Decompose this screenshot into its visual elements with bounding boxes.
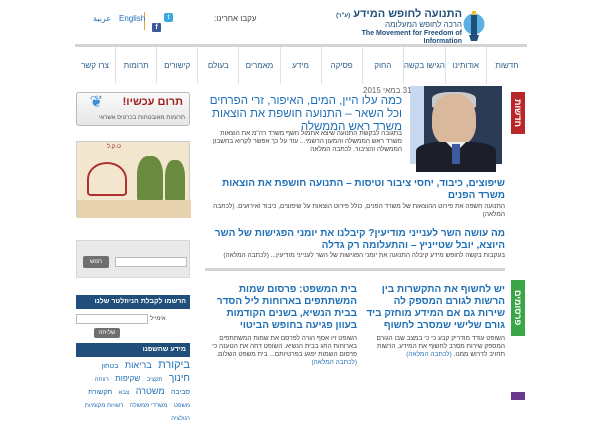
article-date: 31 במאי 2015: [363, 86, 412, 95]
article-headline-intelligence-minister[interactable]: מה עושה השר לענייני מודיעין? קיבלנו את יומני הפגישות של השר היוצא, יובל שטייניץ – והתעלומה רק גדלה: [214, 228, 505, 251]
nav-item-info[interactable]: מידע: [280, 47, 321, 84]
tag-link[interactable]: רשויות מקומיות: [84, 403, 124, 409]
news-section-tab: חדשות: [511, 92, 525, 134]
ruling-headline-right[interactable]: יש לחשוף את התקשרות בין הרשות לגורם המספק לה שירות גם אם המידע מוחזק ביד גורם שלישי שמסרב לחשוף: [366, 284, 505, 331]
ruling-card-right: [365, 284, 505, 359]
tag-link[interactable]: משפט: [173, 403, 190, 409]
nav-item-news[interactable]: חדשות: [486, 47, 527, 84]
tag-link[interactable]: בטחון: [101, 363, 119, 370]
article-body-pm-expenses: בתגובה לבקשת התנועה שיצא אתמול חשף משרד רה"מ את הוצאות משרד ראש הממשלה והמעון הרשמי... עוד על כך אפשר לקרוא בחשבון הממשלה והציבור. לכתבה המלאה: [213, 130, 402, 153]
section-divider: [205, 268, 505, 271]
read-more-link-left[interactable]: (לכתבה המלאה): [311, 359, 357, 366]
lighthouse-logo-icon[interactable]: [463, 5, 485, 43]
tag-link[interactable]: שקיפות: [115, 374, 141, 383]
tag-link[interactable]: צבא: [118, 390, 130, 396]
tag-link[interactable]: משרדי ממשלה: [129, 403, 168, 409]
nav-item-links[interactable]: קישורים: [156, 47, 197, 84]
tag-link[interactable]: ביקורת: [158, 359, 190, 371]
donate-button[interactable]: [76, 92, 190, 126]
read-more-link-right[interactable]: (לכתבה המלאה): [406, 351, 452, 358]
language-english-link[interactable]: English: [119, 14, 146, 23]
newsletter-email-field[interactable]: [76, 314, 148, 324]
tag-cloud: [76, 359, 190, 424]
butterfly-icon: ❦: [89, 94, 103, 111]
ruling-card-left: [205, 284, 357, 367]
donate-subtitle: תרומות מאובטחות בכרטיס אשראי: [98, 115, 185, 121]
language-arabic-link[interactable]: عربية: [93, 14, 112, 23]
nav-item-rulings[interactable]: פסיקה: [321, 47, 362, 84]
facebook-icon[interactable]: f: [152, 23, 161, 32]
search-input[interactable]: [115, 257, 187, 267]
article-body-interior-ministry: התנועה חשפה את פירוט ההוצאות של משרד הפנים, כולל פירוט הוצאות על שיפוצים, כיבוד ואירועים. (לכתבה המלאה): [213, 203, 505, 218]
tag-link[interactable]: בריאות: [124, 360, 152, 370]
main-navigation: [75, 44, 527, 84]
tag-link[interactable]: תקציב: [146, 377, 163, 383]
search-button[interactable]: חפש: [83, 256, 109, 268]
newsletter-title: הרשמו לקבלת הניוזלטר שלנו: [76, 295, 190, 309]
follow-us-label: עקבו אחרינו:: [214, 14, 257, 23]
nav-item-contact[interactable]: צרו קשר: [81, 61, 109, 70]
article-body-intelligence-minister: בעקבות בקשה לחופש מידע קיבלה התנועה את יומני הפגישות של השר לענייני מודיעין... (לכתבה המלאה): [223, 252, 505, 259]
purple-section-tab: [511, 392, 525, 400]
logo-english: The Movement for Freedom of Information: [361, 30, 462, 45]
ruling-headline-left[interactable]: בית המשפט: פרסום שמות המשתתפים בארוחות ליל הסדר בבית הנשיא, בשנים הקודמות בעוון פגיעה בחופש הביטוי: [216, 284, 357, 331]
donate-title: תרום עכשיו!: [122, 96, 183, 108]
tag-link[interactable]: סביבה: [170, 389, 190, 396]
ruling-body-left: השופט זיו אסף הורה לפרסם את שמות המשתתפים בארוחות החג בבית הנשיא. השופט דחה את הטענה כי פרסום השמות יפגע בפרטיותם... בית משפט השלום.: [212, 335, 357, 358]
article-headline-pm-expenses[interactable]: כמה עלו היין, המים, האיפור, זרי הפרחים וכל השאר – התנועה חושפת את הוצאות משרד ראש הממשלה: [209, 95, 402, 133]
nav-item-donations[interactable]: תרומות: [115, 47, 156, 84]
nav-item-law[interactable]: החוק: [362, 47, 403, 84]
newsletter-submit-button[interactable]: שליחה: [94, 328, 120, 338]
publications-section-tab: פרסומים: [511, 280, 525, 336]
search-widget: [76, 240, 190, 278]
article-photo[interactable]: [410, 86, 502, 164]
twitter-icon[interactable]: t: [164, 13, 173, 22]
article-headline-interior-ministry[interactable]: שיפוצים, כיבוד, יחסי ציבור וטיסות – התנועה חושפת את הוצאות משרד הפנים: [222, 178, 505, 201]
political-cartoon[interactable]: [76, 141, 190, 217]
cartoon-caption: ט.ק.ל: [107, 144, 121, 150]
site-header: [0, 0, 600, 44]
tag-link[interactable]: רגולציה: [171, 416, 190, 422]
nav-item-world[interactable]: בעולם: [197, 47, 238, 84]
nav-item-articles[interactable]: מאמרים: [238, 47, 279, 84]
topics-title: מידע שחשפנו: [76, 343, 190, 357]
logo-title: התנועה לחופש המידע: [353, 8, 462, 20]
tag-link[interactable]: תקשורת: [88, 389, 113, 396]
nav-item-submit-request[interactable]: הגישו בקשה: [403, 47, 445, 84]
tag-link[interactable]: משטרה: [135, 386, 165, 396]
nav-item-about[interactable]: אודותינו: [445, 47, 486, 84]
tag-link[interactable]: רווחה: [94, 377, 109, 383]
logo-badge: (ע"ר): [336, 13, 351, 19]
newsletter-email-label: אימייל: [150, 316, 166, 322]
tag-link[interactable]: חינוך: [168, 373, 190, 384]
ruling-body-right: השופט עודד מודריק קבע כי כי במצב שבו הגורם המספק שירות מסרב לחשוף את המידע, הרשות תחויב לדרוש ממנו.: [376, 335, 505, 358]
logo-subtitle: הרכה לחופש המעלומה: [385, 20, 462, 29]
